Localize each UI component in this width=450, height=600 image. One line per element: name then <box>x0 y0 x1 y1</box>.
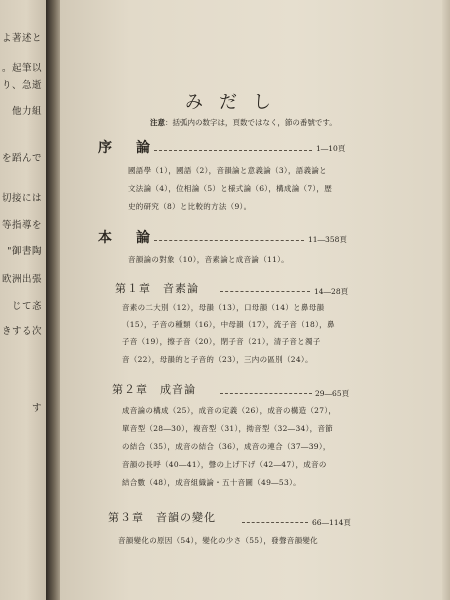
note <box>150 117 337 128</box>
page-range: 66―114頁 <box>312 518 351 527</box>
dot-leader <box>242 522 308 523</box>
page-edge <box>442 0 450 600</box>
entry-line: 單音型（28―30），複音型（31），拗音型（32―34），音節 <box>122 424 334 433</box>
section-heading: 序 論 <box>98 140 155 156</box>
left-page-line: じて忞 <box>11 301 42 312</box>
left-page-line: よ著述と <box>1 33 42 44</box>
dot-leader <box>154 240 304 241</box>
page-title: みだし <box>185 92 287 113</box>
dot-leader <box>154 150 312 151</box>
entry-line: 子音（19），擦子音（20），閉子音（21），清子音と濁子 <box>122 337 321 346</box>
left-page-line: り、急逝 <box>1 80 42 91</box>
chapter-heading: 第２章 成音論 <box>112 383 196 396</box>
left-page-line: 欧洲出張 <box>1 274 42 285</box>
entry-line: 史的研究（8）と比較的方法（9）。 <box>128 202 252 211</box>
dot-leader <box>220 393 312 394</box>
page-range: 14―28頁 <box>314 287 349 296</box>
entry-line: の結合（35），成音の結合（36），成音の連合（37―39）， <box>122 442 331 451</box>
note-text: ：括弧内の数字は，頁数ではなく，節の番號です。 <box>165 118 337 127</box>
left-page-line: 等指導を <box>1 220 42 231</box>
left-page-line: 切接には <box>1 193 42 204</box>
entry-line: 成音論の構成（25），成音の定義（26），成音の構造（27）， <box>122 406 337 415</box>
page-range: 29―65頁 <box>315 389 350 398</box>
left-page-line: きする次 <box>1 326 42 337</box>
left-page <box>0 0 47 600</box>
left-page-line: を蹈んで <box>1 153 42 164</box>
page-range: 11―358頁 <box>308 235 347 244</box>
entry-line: 音素の二大別（12），母韻（13），口母韻（14）と鼻母韻 <box>122 303 325 312</box>
left-page-line: "御書陶 <box>7 246 42 257</box>
entry-line: （15），子音の種類（16），中母韻（17），流子音（18），鼻 <box>122 320 335 329</box>
chapter-heading: 第１章 音素論 <box>115 282 199 295</box>
page-range: 1―10頁 <box>316 144 346 153</box>
entry-line: 音韻の長呼（40―41），聲の上げ下げ（42―47），成音の <box>122 460 327 469</box>
section-heading: 本 論 <box>98 230 155 246</box>
entry-line: 音韻論の對象（10），音素論と成音論（11）。 <box>128 255 289 264</box>
contents-page <box>60 0 450 600</box>
left-page-line: 他力組 <box>11 106 42 117</box>
left-page-line: す <box>31 403 42 414</box>
entry-line: 國語學（1），國語（2），音韻論と意義論（3），語義論と <box>128 166 327 175</box>
chapter-heading: 第３章 音韻の變化 <box>108 511 216 524</box>
entry-line: 結合數（48），成音組織論・五十音圖（49―53）。 <box>122 478 301 487</box>
entry-line: 文法論（4），位相論（5）と様式論（6），構成論（7），歴 <box>128 184 333 193</box>
left-page-line: 。起筆以 <box>1 63 42 74</box>
note-label: 注意 <box>150 118 165 127</box>
entry-line: 音韻變化の原因（54），變化の少さ（55），發聲音韻變化 <box>118 536 318 545</box>
dot-leader <box>220 291 310 292</box>
entry-line: 音（22），母韻的と子音的（23），三内の區別（24）。 <box>122 355 313 364</box>
